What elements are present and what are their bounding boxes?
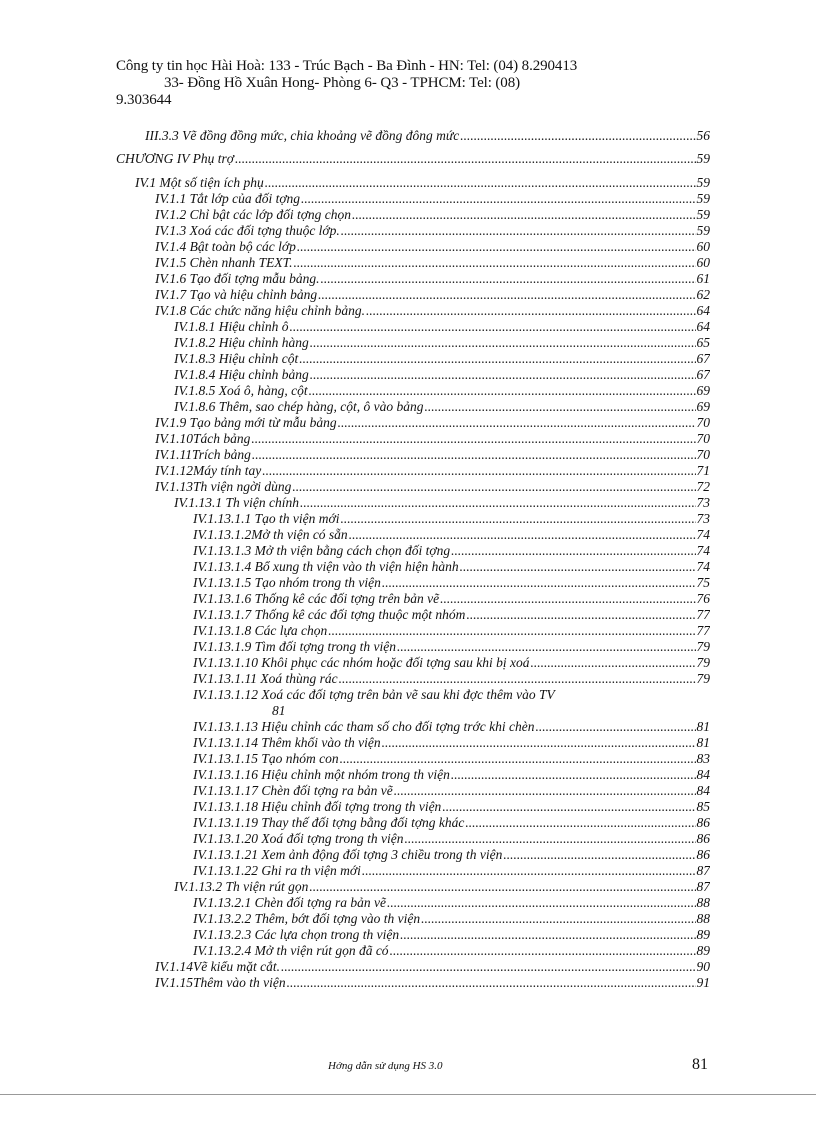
- toc-entry-page: 59: [696, 207, 710, 222]
- toc-entry[interactable]: [155, 255, 710, 270]
- toc-entry-page: 79: [696, 639, 710, 654]
- toc-leader-dots: [366, 303, 696, 318]
- toc-entry-title: IV.1.13.1.13 Hiệu chỉnh các tham số cho đối tợng trớc khi chèn: [193, 719, 535, 734]
- toc-entry-title: IV.1.13.1.18 Hiệu chỉnh đối tợng trong th viện: [193, 799, 442, 814]
- toc-entry[interactable]: [193, 671, 710, 686]
- toc-leader-dots: [290, 319, 696, 334]
- toc-entry[interactable]: [155, 447, 710, 462]
- toc-entry-title: IV.1.5 Chèn nhanh TEXT.: [155, 255, 293, 270]
- toc-leader-dots: [387, 895, 696, 910]
- toc-entry-page: 60: [696, 255, 710, 270]
- toc-entry[interactable]: [193, 607, 710, 622]
- toc-entry-title: IV.1.13.1.20 Xoá đối tợng trong th viện: [193, 831, 404, 846]
- toc-leader-dots: [460, 559, 696, 574]
- toc-entry[interactable]: [174, 335, 710, 350]
- toc-entry-page: 84: [696, 767, 710, 782]
- toc-entry[interactable]: [116, 151, 710, 166]
- toc-leader-dots: [440, 591, 695, 606]
- footer-divider: [0, 1094, 816, 1095]
- toc-entry[interactable]: [174, 383, 710, 398]
- toc-entry[interactable]: [193, 591, 710, 606]
- toc-entry[interactable]: [193, 943, 710, 958]
- toc-entry-title: IV.1.4 Bật toàn bộ các lớp: [155, 239, 296, 254]
- page-footer: [0, 1054, 816, 1076]
- toc-leader-dots: [338, 415, 696, 430]
- toc-leader-dots: [465, 815, 695, 830]
- toc-entry-page: 62: [696, 287, 710, 302]
- toc-entry-page: 88: [696, 895, 710, 910]
- toc-entry-page: 61: [696, 271, 710, 286]
- toc-entry-title: IV.1.7 Tạo và hiệu chỉnh bảng: [155, 287, 318, 302]
- toc-entry-page: 70: [696, 415, 710, 430]
- toc-entry[interactable]: [193, 895, 710, 910]
- toc-entry-title: IV.1.8.2 Hiệu chỉnh hàng: [174, 335, 309, 350]
- toc-entry-page: 76: [696, 591, 710, 606]
- toc-entry-page: 56: [696, 128, 710, 143]
- toc-entry-title: IV.1 Một số tiện ích phụ: [135, 175, 264, 190]
- toc-entry[interactable]: [193, 511, 710, 526]
- toc-entry-page: 88: [696, 911, 710, 926]
- toc-entry[interactable]: [193, 655, 710, 670]
- toc-entry-title: IV.1.13.1 Th viện chính: [174, 495, 299, 510]
- toc-entry-title: IV.1.11Trích bảng: [155, 447, 251, 462]
- toc-entry-page: 85: [696, 799, 710, 814]
- toc-entry-title: IV.1.13.2.2 Thêm, bớt đối tợng vào th viện: [193, 911, 421, 926]
- toc-entry[interactable]: [155, 207, 710, 222]
- toc-entry[interactable]: [193, 799, 710, 814]
- page-header: [116, 58, 736, 109]
- header-line-1: Công ty tin học Hài Hoà: 133 - Trúc Bạch - Ba Đình - HN: Tel: (04) 8.290413: [116, 58, 578, 74]
- toc-entry-page: 86: [696, 847, 710, 862]
- toc-entry-page: 74: [696, 527, 710, 542]
- toc-entry-title: IV.1.3 Xoá các đối tợng thuộc lớp.: [155, 223, 340, 238]
- toc-leader-dots: [349, 527, 696, 542]
- toc-entry-page: 72: [696, 479, 710, 494]
- toc-entry-title: IV.1.13.1.14 Thêm khối vào th viện: [193, 735, 381, 750]
- toc-leader-dots: [251, 431, 695, 446]
- toc-entry[interactable]: [174, 319, 710, 334]
- toc-entry-title: IV.1.8.5 Xoá ô, hàng, cột: [174, 383, 308, 398]
- toc-leader-dots: [362, 863, 696, 878]
- toc-leader-dots: [424, 399, 695, 414]
- toc-entry[interactable]: [155, 975, 710, 990]
- toc-leader-dots: [382, 575, 696, 590]
- toc-entry-title: IV.1.13.1.22 Ghi ra th viện mới: [193, 863, 361, 878]
- footer-page-number: 81: [692, 1056, 708, 1073]
- toc-entry[interactable]: [193, 543, 710, 558]
- toc-entry-title: IV.1.8.1 Hiệu chỉnh ô: [174, 319, 289, 334]
- toc-leader-dots: [265, 175, 696, 190]
- toc-entry-title: IV.1.13.1.11 Xoá thùng rác: [193, 671, 338, 686]
- toc-entry-title: IV.1.13.1.2Mở th viện có sẵn: [193, 527, 348, 542]
- toc-entry[interactable]: [193, 559, 710, 574]
- toc-entry-title: IV.1.13.1.15 Tạo nhóm con: [193, 751, 339, 766]
- toc-leader-dots: [531, 655, 696, 670]
- toc-entry-page: 89: [696, 927, 710, 942]
- toc-entry-page: 67: [696, 367, 710, 382]
- toc-entry[interactable]: [193, 687, 730, 702]
- toc-leader-dots: [235, 151, 695, 166]
- toc-entry[interactable]: [155, 223, 710, 238]
- toc-entry-title: IV.1.8 Các chức năng hiệu chỉnh bảng.: [155, 303, 365, 318]
- toc-entry[interactable]: [193, 831, 710, 846]
- toc-leader-dots: [503, 847, 695, 862]
- toc-leader-dots: [281, 959, 696, 974]
- toc-leader-dots: [292, 479, 695, 494]
- toc-leader-dots: [394, 783, 696, 798]
- toc-leader-dots: [404, 831, 695, 846]
- toc-entry[interactable]: [193, 575, 710, 590]
- toc-entry[interactable]: [155, 959, 710, 974]
- toc-leader-dots: [252, 447, 696, 462]
- toc-leader-dots: [400, 927, 695, 942]
- toc-entry[interactable]: [193, 751, 710, 766]
- toc-entry-page: 59: [696, 151, 710, 166]
- toc-entry[interactable]: [174, 495, 710, 510]
- toc-leader-dots: [310, 367, 696, 382]
- toc-leader-dots: [328, 623, 695, 638]
- toc-entry[interactable]: [193, 847, 710, 862]
- toc-entry-page: 86: [696, 815, 710, 830]
- toc-entry-title: IV.1.13.1.16 Hiệu chỉnh một nhóm trong th viện: [193, 767, 450, 782]
- toc-entry-page: 74: [696, 543, 710, 558]
- toc-entry[interactable]: [155, 479, 710, 494]
- toc-entry-page: 69: [696, 383, 710, 398]
- toc-entry-page: 65: [696, 335, 710, 350]
- toc-leader-dots: [299, 351, 695, 366]
- toc-entry[interactable]: [145, 128, 710, 143]
- toc-entry[interactable]: [193, 927, 710, 942]
- toc-leader-dots: [352, 207, 695, 222]
- toc-leader-dots: [340, 751, 696, 766]
- toc-entry-page: 74: [696, 559, 710, 574]
- toc-leader-dots: [382, 735, 696, 750]
- toc-entry-page: 70: [696, 447, 710, 462]
- toc-entry-title: IV.1.8.6 Thêm, sao chép hàng, cột, ô vào bảng: [174, 399, 424, 414]
- toc-leader-dots: [262, 463, 695, 478]
- toc-entry-title: CHƯƠNG IV Phụ trợ: [116, 151, 235, 166]
- toc-entry-page: 67: [696, 351, 710, 366]
- toc-entry-title: IV.1.6 Tạo đối tợng mẫu bảng.: [155, 271, 320, 286]
- toc-entry-page: 84: [696, 783, 710, 798]
- toc-leader-dots: [320, 271, 695, 286]
- toc-entry[interactable]: [155, 287, 710, 302]
- toc-entry-page: 79: [696, 671, 710, 686]
- toc-entry-title: IV.1.13.1.5 Tạo nhóm trong th viện: [193, 575, 381, 590]
- toc-entry-page: 77: [696, 607, 710, 622]
- toc-leader-dots: [397, 639, 696, 654]
- toc-entry[interactable]: [193, 783, 710, 798]
- toc-leader-dots: [294, 255, 696, 270]
- toc-entry-title: IV.1.13.1.19 Thay thế đối tợng bằng đối tợng khác: [193, 815, 465, 830]
- toc-entry-page: 71: [696, 463, 710, 478]
- toc-entry-page: 86: [696, 831, 710, 846]
- toc-entry-title: IV.1.2 Chỉ bật các lớp đối tợng chọn: [155, 207, 352, 222]
- toc-leader-dots: [460, 128, 695, 143]
- toc-entry[interactable]: [193, 767, 710, 782]
- header-line-2: 33- Đồng Hồ Xuân Hong- Phòng 6- Q3 - TPHCM: Tel: (08): [164, 75, 520, 91]
- toc-entry-title: IV.1.8.3 Hiệu chỉnh cột: [174, 351, 299, 366]
- toc-entry-title: IV.1.13.1.21 Xem ảnh động đối tợng 3 chiều trong th viện: [193, 847, 503, 862]
- toc-entry[interactable]: [155, 463, 710, 478]
- toc-entry[interactable]: [174, 367, 710, 382]
- toc-entry-page: 90: [696, 959, 710, 974]
- toc-entry[interactable]: [193, 815, 710, 830]
- toc-leader-dots: [390, 943, 696, 958]
- toc-entry[interactable]: [193, 623, 710, 638]
- toc-entry-page: 87: [696, 879, 710, 894]
- toc-entry-title: IV.1.12Máy tính tay: [155, 463, 262, 478]
- toc-entry[interactable]: [193, 911, 710, 926]
- toc-entry-title: IV.1.13.1.10 Khôi phục các nhóm hoặc đối tợng sau khi bị xoá: [193, 655, 530, 670]
- toc-entry-page: 73: [696, 495, 710, 510]
- toc-entry-page: 64: [696, 303, 710, 318]
- toc-entry-title: IV.1.13Th viện ngời dùng: [155, 479, 292, 494]
- toc-entry[interactable]: [193, 527, 710, 542]
- toc-leader-dots: [340, 511, 695, 526]
- toc-entry-title: IV.1.14Vẽ kiểu mặt cắt.: [155, 959, 280, 974]
- toc-entry-title: IV.1.13.2.3 Các lựa chọn trong th viện: [193, 927, 400, 942]
- toc-entry-page: 89: [696, 943, 710, 958]
- toc-entry-title: IV.1.13.1.6 Thống kê các đối tợng trên bản vẽ: [193, 591, 440, 606]
- toc-leader-dots: [309, 879, 695, 894]
- toc-leader-dots: [339, 671, 696, 686]
- toc-entry[interactable]: [155, 191, 710, 206]
- toc-entry-title: IV.1.13.2.4 Mở th viện rút gọn đã có: [193, 943, 389, 958]
- toc-entry[interactable]: [155, 239, 710, 254]
- toc-entry[interactable]: [155, 431, 710, 446]
- toc-entry[interactable]: [174, 399, 710, 414]
- header-line-3: 9.303644: [116, 92, 172, 108]
- toc-entry-title: IV.1.13.1.3 Mở th viện bằng cách chọn đối tợng: [193, 543, 451, 558]
- toc-entry-title: IV.1.1 Tắt lớp của đối tợng: [155, 191, 301, 206]
- toc-entry[interactable]: [193, 863, 710, 878]
- toc-leader-dots: [297, 239, 696, 254]
- toc-leader-dots: [421, 911, 695, 926]
- toc-entry-page: 77: [696, 623, 710, 638]
- toc-entry-page: 73: [696, 511, 710, 526]
- toc-entry-page: 81: [272, 703, 286, 718]
- toc-entry-page: 79: [696, 655, 710, 670]
- toc-entry-page: 83: [696, 751, 710, 766]
- toc-leader-dots: [451, 767, 696, 782]
- toc-leader-dots: [318, 287, 695, 302]
- toc-entry[interactable]: [155, 303, 710, 318]
- toc-entry[interactable]: [155, 415, 710, 430]
- toc-entry-page: 70: [696, 431, 710, 446]
- toc-leader-dots: [466, 607, 695, 622]
- toc-entry-title: IV.1.8.4 Hiệu chỉnh bảng: [174, 367, 309, 382]
- toc-entry-page: 87: [696, 863, 710, 878]
- toc-entry[interactable]: [174, 879, 710, 894]
- toc-entry[interactable]: [193, 639, 710, 654]
- toc-leader-dots: [310, 335, 696, 350]
- toc-leader-dots: [300, 495, 696, 510]
- toc-entry-title: IV.1.13.1.8 Các lựa chọn: [193, 623, 328, 638]
- toc-entry[interactable]: [193, 735, 710, 750]
- toc-leader-dots: [309, 383, 696, 398]
- toc-entry[interactable]: [174, 351, 710, 366]
- toc-entry-page: 75: [696, 575, 710, 590]
- toc-entry-title: IV.1.13.1.17 Chèn đối tợng ra bản vẽ: [193, 783, 393, 798]
- toc-entry[interactable]: [155, 271, 710, 286]
- toc-entry-title: III.3.3 Vẽ đồng đồng mức, chia khoảng vẽ đồng đông mức: [145, 128, 460, 143]
- toc-leader-dots: [451, 543, 695, 558]
- toc-leader-dots: [301, 191, 695, 206]
- toc-entry-page: 81: [696, 719, 710, 734]
- toc-entry-page: 91: [696, 975, 710, 990]
- toc-entry-title: IV.1.13.2.1 Chèn đối tợng ra bản vẽ: [193, 895, 386, 910]
- toc-leader-dots: [341, 223, 696, 238]
- toc-entry-title: IV.1.13.1.7 Thống kê các đối tợng thuộc một nhóm: [193, 607, 466, 622]
- toc-entry-page: 64: [696, 319, 710, 334]
- toc-entry-title: IV.1.15Thêm vào th viện: [155, 975, 286, 990]
- toc-entry-page: 59: [696, 223, 710, 238]
- toc-entry-title: IV.1.13.1.12 Xoá các đối tợng trên bản vẽ sau khi đợc thêm vào TV: [193, 687, 555, 702]
- toc-entry[interactable]: [193, 719, 710, 734]
- toc-entry-title: IV.1.9 Tạo bảng mới từ mẫu bảng: [155, 415, 337, 430]
- toc-entry-title: IV.1.10Tách bảng: [155, 431, 251, 446]
- toc-leader-dots: [287, 975, 696, 990]
- toc-entry-title: IV.1.13.1.4 Bổ xung th viện vào th viện hiện hành: [193, 559, 459, 574]
- toc-entry-title: IV.1.13.1.1 Tạo th viện mới: [193, 511, 340, 526]
- toc-entry-page: 59: [696, 175, 710, 190]
- toc-entry-page: 81: [696, 735, 710, 750]
- toc-entry-page: 69: [696, 399, 710, 414]
- footer-title: Hớng dẫn sử dụng HS 3.0: [328, 1060, 443, 1072]
- toc-entry[interactable]: [135, 175, 710, 190]
- toc-entry-title: IV.1.13.1.9 Tìm đối tợng trong th viện: [193, 639, 396, 654]
- toc-entry-page: 60: [696, 239, 710, 254]
- toc-entry-page: 59: [696, 191, 710, 206]
- toc-leader-dots: [442, 799, 695, 814]
- toc-leader-dots: [535, 719, 695, 734]
- toc-entry-title: IV.1.13.2 Th viện rút gọn: [174, 879, 309, 894]
